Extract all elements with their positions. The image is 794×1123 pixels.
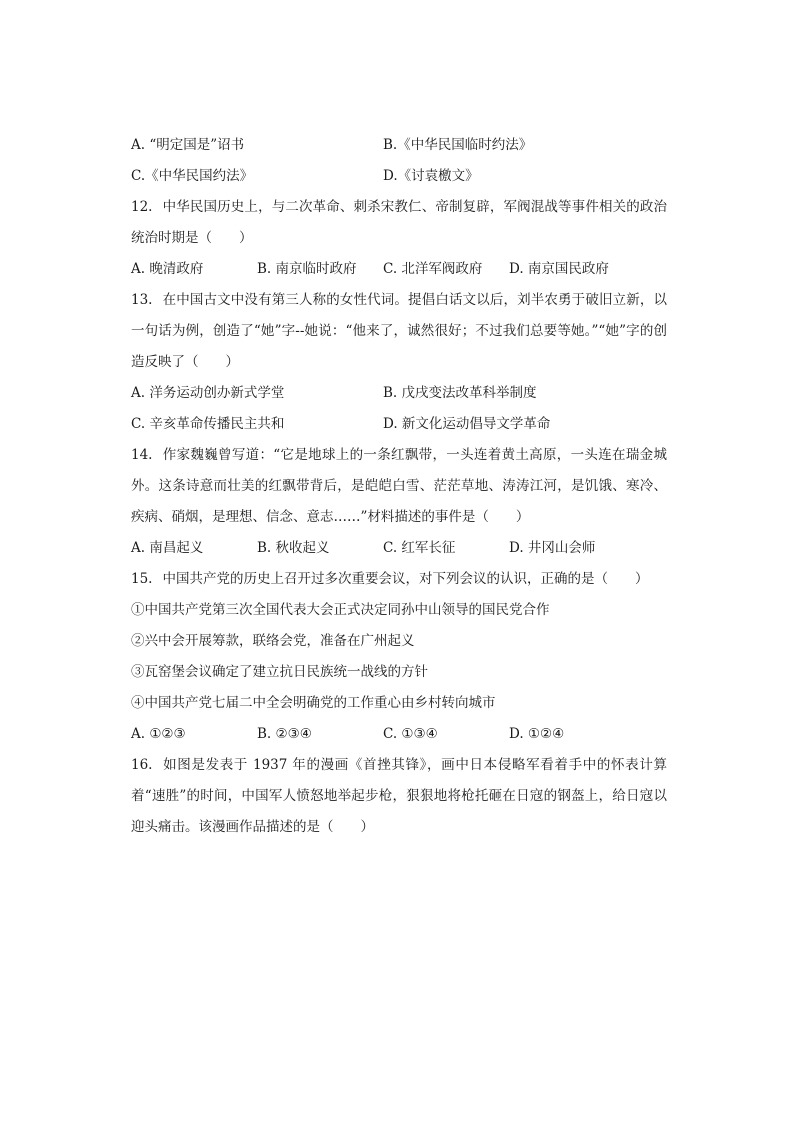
- q14-options: [131, 533, 667, 564]
- q15-option-b[interactable]: B. ②③④: [257, 726, 312, 742]
- q12-option-b[interactable]: B. 南京临时政府: [257, 261, 357, 277]
- q13-option-c[interactable]: C. 辛亥革命传播民主共和: [131, 416, 285, 432]
- q16-number: 16.: [131, 757, 153, 773]
- q15-option-a[interactable]: A. ①②③: [131, 726, 186, 742]
- q12-stem: [131, 192, 667, 254]
- q14-text: 作家魏巍曾写道：“它是地球上的一条红飘带，一头连着黄土高原，一头连在瑞金城外。这条诗意而壮美的红飘带背后，是皑皑白雪、茫茫草地、涛涛江河，是饥饿、寒冷、疾病、硝烟，是理想、信念、意志……”材料描述的事件是（ ）: [131, 447, 667, 525]
- q15-option-d[interactable]: D. ①②④: [509, 726, 565, 742]
- q13-option-d[interactable]: D. 新文化运动倡导文学革命: [383, 416, 551, 432]
- q11-option-d[interactable]: D.《讨袁檄文》: [383, 168, 479, 184]
- q14-option-a[interactable]: A. 南昌起义: [131, 540, 204, 556]
- q15-statement-2: ②兴中会开展筹款，联络会党，准备在广州起义: [131, 633, 415, 649]
- q15-statement-1: ①中国共产党第三次全国代表大会正式决定同孙中山领导的国民党合作: [131, 602, 550, 618]
- q14-option-b[interactable]: B. 秋收起义: [257, 540, 330, 556]
- q12-option-a[interactable]: A. 晚清政府: [131, 261, 204, 277]
- q13-options-row-1: [131, 378, 667, 409]
- q11-options-row-2: [131, 161, 667, 192]
- q12-number: 12.: [131, 199, 153, 215]
- q15-options: [131, 719, 667, 750]
- q12-option-c[interactable]: C. 北洋军阀政府: [383, 261, 483, 277]
- q13-number: 13.: [131, 292, 153, 308]
- q12-option-d[interactable]: D. 南京国民政府: [509, 261, 609, 277]
- q13-options-row-2: [131, 409, 667, 440]
- q14-option-d[interactable]: D. 井冈山会师: [509, 540, 596, 556]
- q13-option-b[interactable]: B. 戊戌变法改革科举制度: [383, 385, 537, 401]
- q11-option-a[interactable]: A. “明定国是”诏书: [131, 137, 245, 153]
- exam-page: [131, 130, 667, 843]
- q16-text: 如图是发表于 1937 年的漫画《首挫其锋》，画中日本侵略军看着手中的怀表计算着“速胜”的时间，中国军人愤怒地举起步枪，狠狠地将枪托砸在日寇的钢盔上，给日寇以迎头痛击。该漫画作品描述的是（ ）: [131, 757, 667, 835]
- q14-option-c[interactable]: C. 红军长征: [383, 540, 456, 556]
- q11-option-c[interactable]: C.《中华民国约法》: [131, 168, 254, 184]
- q11-option-b[interactable]: B.《中华民国临时约法》: [383, 137, 533, 153]
- q13-stem: [131, 285, 667, 378]
- q15-statement-3: ③瓦窑堡会议确定了建立抗日民族统一战线的方针: [131, 664, 428, 680]
- q15-stem: [131, 564, 667, 595]
- q15-statement-4: ④中国共产党七届二中全会明确党的工作重心由乡村转向城市: [131, 695, 496, 711]
- q15-text: 中国共产党的历史上召开过多次重要会议，对下列会议的认识，正确的是（ ）: [162, 571, 649, 587]
- q12-options: [131, 254, 667, 285]
- q14-number: 14.: [131, 447, 153, 463]
- q13-option-a[interactable]: A. 洋务运动创办新式学堂: [131, 385, 285, 401]
- q13-text: 在中国古文中没有第三人称的女性代词。提倡白话文以后，刘半农勇于破旧立新，以一句话为例，创造了“她”字--她说：“他来了，诚然很好；不过我们总要等她。”“她”字的创造反映了（ ）: [131, 292, 667, 370]
- q12-text: 中华民国历史上，与二次革命、刺杀宋教仁、帝制复辟，军阀混战等事件相关的政治统治时期是（ ）: [131, 199, 667, 246]
- q14-stem: [131, 440, 667, 533]
- q15-number: 15.: [131, 571, 153, 587]
- q11-options-row-1: [131, 130, 667, 161]
- q15-option-c[interactable]: C. ①③④: [383, 726, 438, 742]
- q16-stem: [131, 750, 667, 843]
